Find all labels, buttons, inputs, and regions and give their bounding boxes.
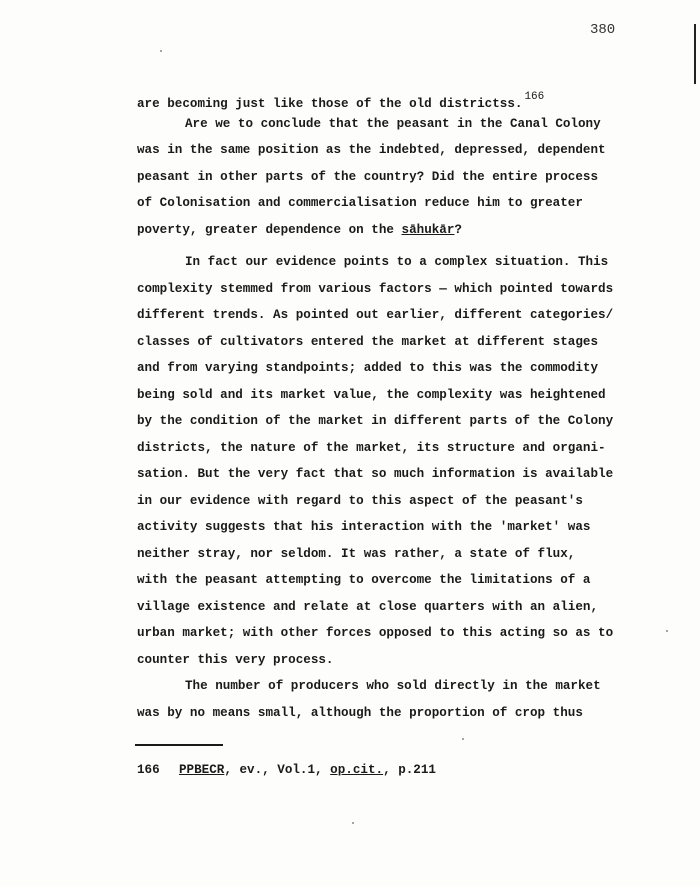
body-text [137,84,667,726]
underlined-term: sāhukār [401,222,455,237]
margin-rule [694,24,696,84]
footnote-divider [135,744,223,746]
footnote-page: , p.211 [383,763,436,777]
text-line: are becoming just like those of the old districtss. $^{166}$ [137,91,545,111]
text-line: being sold and its market value, the complexity was heightened [137,387,606,402]
text-line: by the condition of the market in different parts of the Colony [137,414,614,428]
text-line: sation. But the very fact that so much information is available [137,467,614,481]
footnote-marker: 166 [524,91,545,103]
scan-speck [352,822,354,824]
footnote-ref: op.cit. [330,763,384,777]
footnote-middle: , ev., Vol.1, [224,763,331,777]
text-line: and from varying standpoints; added to this was the commodity [137,361,599,375]
text-line: activity suggests that his interaction with the 'market' was [137,520,591,534]
scan-speck [160,50,162,52]
text-line: was in the same position as the indebted, depressed, dependent [137,143,606,157]
text-line: village existence and relate at close quarters with an alien, [137,599,599,614]
footnote [137,763,436,777]
text-line: districts, the nature of the market, its structure and organi- [137,440,606,455]
text-line: in our evidence with regard to this aspect of the peasant's [137,493,583,508]
page-number: 380 [590,22,616,38]
text-line: The number of producers who sold directly in the market [185,679,601,693]
text-line: classes of cultivators entered the market at different stages [137,334,599,349]
text-line: urban market; with other forces opposed to this acting so as to [137,626,614,640]
text-line: counter this very process. [137,652,334,667]
scan-speck [666,630,668,632]
text-line: neither stray, nor seldom. It was rather, a state of flux, [137,546,576,561]
footnote-source: PPBECR [179,763,225,777]
text-line: Are we to conclude that the peasant in the Canal Colony [185,116,601,131]
text-line: of Colonisation and commercialisation reduce him to greater [137,196,583,210]
text-line: different trends. As pointed out earlier, different categories/ [137,308,614,322]
text-line: with the peasant attempting to overcome the limitations of a [137,573,591,587]
text-line: was by no means small, although the proportion of crop thus [137,705,583,720]
text-line: In fact our evidence points to a complex situation. This [185,255,609,269]
text-line: peasant in other parts of the country? Did the entire process [137,169,599,184]
text-line: complexity stemmed from various factors — which pointed towards [137,281,614,296]
footnote-number: 166 [137,763,160,777]
text-line: poverty, greater dependence on the sāhukār? [137,222,462,237]
scan-speck [462,738,464,740]
